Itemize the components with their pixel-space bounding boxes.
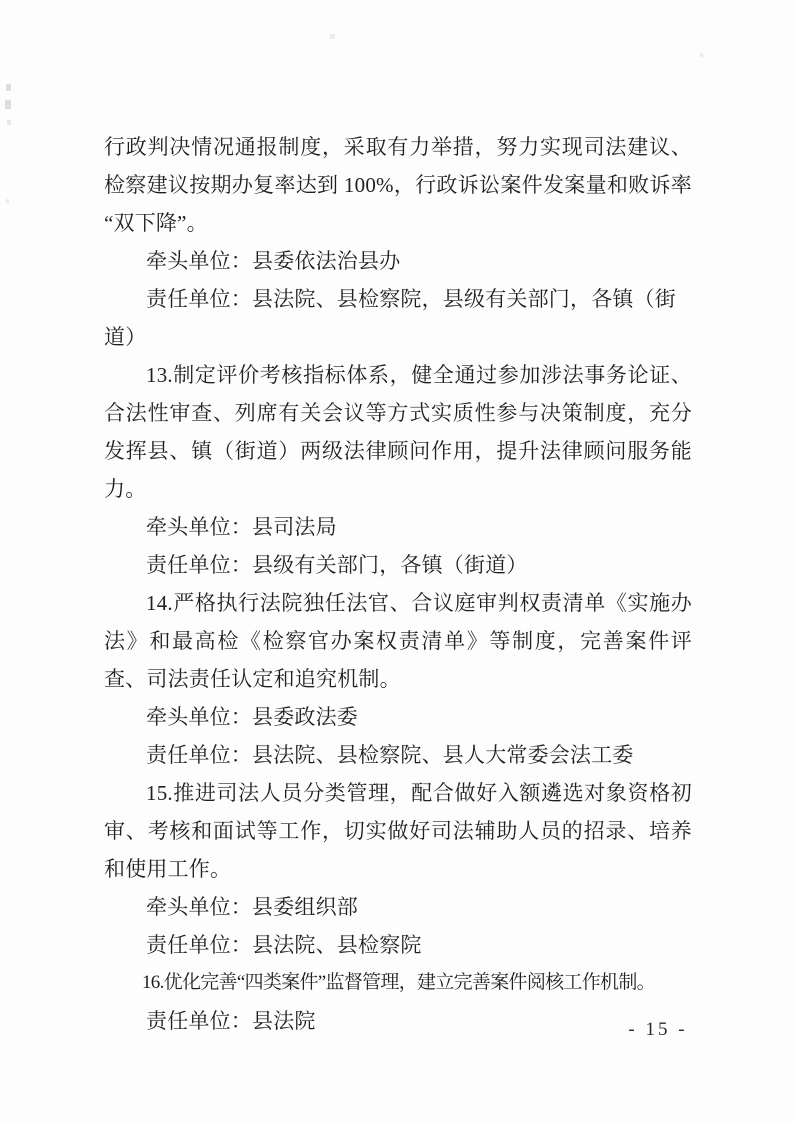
scan-noise	[5, 100, 11, 109]
page-number: - 15 -	[628, 1019, 688, 1040]
paragraph-unit: 责任单位：县法院	[146, 1009, 316, 1033]
paragraph-item: 15.推进司法人员分类管理，配合做好入额遴选对象资格初审、考核和面试等工作，切实做好司法辅助人员的招录、培养和使用工作。	[104, 781, 692, 881]
scan-noise	[6, 199, 9, 203]
paragraph-continuation: 行政判决情况通报制度，采取有力举措，努力实现司法建议、检察建议按期办复率达到 100%，行政诉讼案件发案量和败诉率“双下降”。	[104, 135, 692, 235]
paragraph-item: 13.制定评价考核指标体系，健全通过参加涉法事务论证、合法性审查、列席有关会议等方式实质性参与决策制度，充分发挥县、镇（街道）两级法律顾问作用，提升法律顾问服务能力。	[104, 363, 692, 501]
paragraph-unit: 责任单位：县法院、县检察院	[146, 933, 422, 957]
scan-noise	[700, 53, 703, 57]
paragraph-unit: 责任单位：县法院、县检察院、县人大常委会法工委	[146, 743, 634, 767]
scan-noise	[330, 34, 335, 39]
paragraph-item: 14.严格执行法院独任法官、合议庭审判权责清单《实施办法》和最高检《检察官办案权责清单》等制度，完善案件评查、司法责任认定和追究机制。	[104, 591, 692, 691]
paragraph-unit: 牵头单位：县委依法治县办	[146, 249, 401, 273]
paragraph-unit: 牵头单位：县委政法委	[146, 705, 358, 729]
paragraph-unit: 牵头单位：县委组织部	[146, 895, 358, 919]
paragraph-unit: 责任单位：县法院、县检察院，县级有关部门，各镇（街道）	[104, 287, 676, 349]
scan-noise	[7, 120, 11, 125]
document-body	[104, 128, 692, 1040]
scan-noise	[6, 84, 11, 91]
paragraph-item-oneline: 16.优化完善“四类案件”监督管理，建立完善案件阅核工作机制。	[142, 972, 655, 993]
paragraph-unit: 责任单位：县级有关部门，各镇（街道）	[146, 553, 528, 577]
paragraph-unit: 牵头单位：县司法局	[146, 515, 337, 539]
